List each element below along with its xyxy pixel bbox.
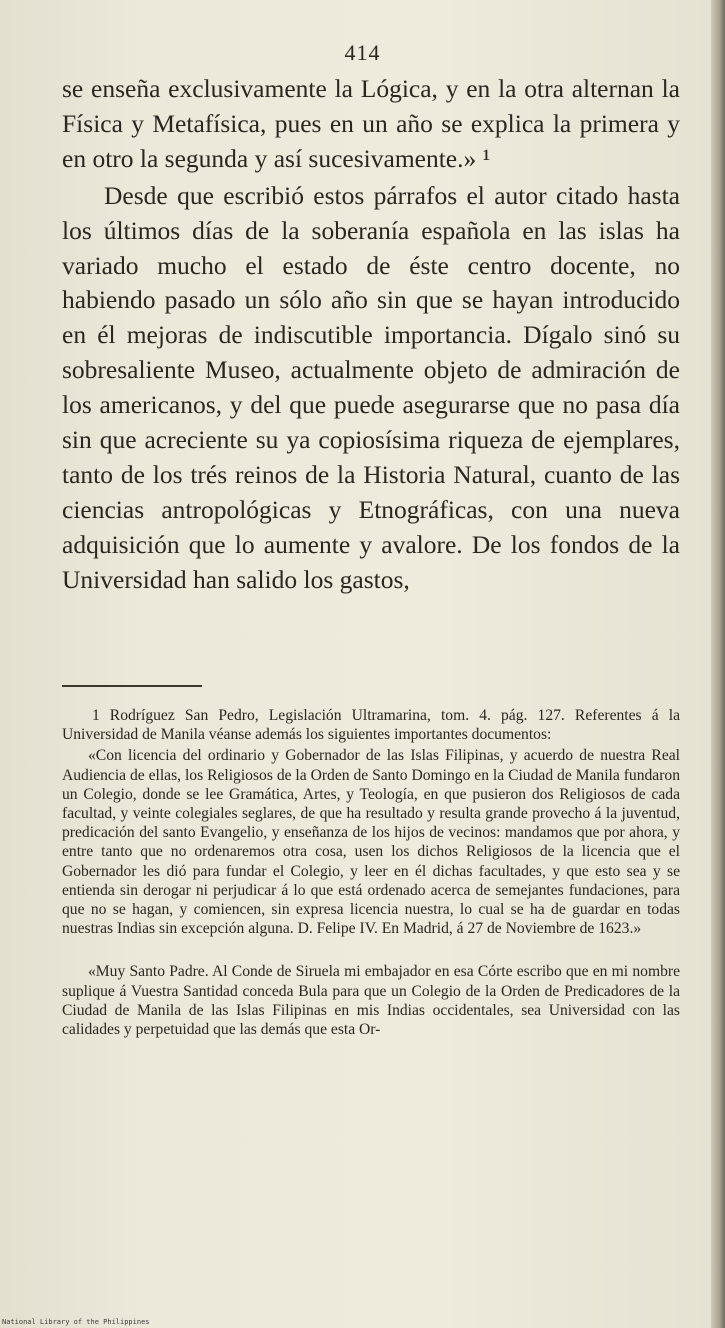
footnote-quote: «Muy Santo Padre. Al Conde de Siruela mi embajador en esa Córte escribo que en mi nombre suplique á Vuestra Santidad conceda Bula para que un Colegio de la Orden de Predicadores de la Ciudad de Manila de las Islas Filipinas en mis Indias occidentales, sea Universidad con las calidades y perpetuidad que las demás que esta Or- bbox=[62, 963, 680, 1039]
main-text bbox=[62, 72, 680, 598]
footnotes bbox=[62, 706, 680, 1039]
footnote-reference bbox=[62, 706, 680, 744]
page-edge-shadow bbox=[711, 0, 725, 1328]
main-paragraph: Desde que escribió estos párrafos el autor citado hasta los últimos días de la soberanía española en las islas ha variado mucho el estado de éste centro docente, no habiendo pasado un sólo año sin que se hayan introducido en él mejoras de indiscutible importancia. Dígalo sinó su sobresaliente Museo, actualmente objeto de admiración de los americanos, y del que puede asegurarse que no pasa día sin que acreciente su ya copiosísima riqueza de ejemplares, tanto de los trés reinos de la Historia Natural, cuanto de las ciencias antropológicas y Etnográficas, con una nueva adquisición que lo aumente y avalore. De los fondos de la Universidad han salido los gastos, bbox=[62, 180, 680, 594]
library-credit: National Library of the Philippines bbox=[2, 1318, 150, 1326]
footnote-divider bbox=[62, 685, 202, 687]
footnote-reference-text: Rodríguez San Pedro, Legislación Ultramarina, tom. 4. pág. 127. Referentes á la Universidad de Manila véanse además los siguientes importantes documentos: bbox=[62, 707, 680, 744]
footnote-number: 1 bbox=[92, 707, 100, 724]
footnote-quote: «Con licencia del ordinario y Gobernador de las Islas Filipinas, y acuerdo de nuestra Real Audiencia de ellas, los Religiosos de la Orden de Santo Domingo en la Ciudad de Manila fundaron un Colegio, donde se lee Gramática, Artes, y Teología, en que pusieron dos Religiosos de cada facultad, y veinte colegiales seglares, de que ha resultado y resulta grande provecho á la juventud, predicación del santo Evangelio, y enseñanza de los hijos de vecinos: mandamos que por ahora, y entre tanto que no ordenaremos otra cosa, usen los dichos Religiosos de la licencia que el Gobernador les dió para fundar el Colegio, y leer en él dichas facultades, y que esto sea y se entienda sin derogar ni perjudicar á lo que está ordenado acerca de semejantes fundaciones, para que no se hagan, y comiencen, sin expresa licencia nuestra, lo cual se ha de guardar en todas nuestras Indias sin excepción alguna. D. Felipe IV. En Madrid, á 27 de Noviembre de 1623.» bbox=[62, 747, 680, 938]
page-number: 414 bbox=[344, 40, 381, 65]
main-paragraph: se enseña exclusivamente la Lógica, y en la otra alternan la Física y Metafísica, pues en un año se explica la primera y en otro la segunda y así sucesivamente.» ¹ bbox=[62, 74, 680, 173]
